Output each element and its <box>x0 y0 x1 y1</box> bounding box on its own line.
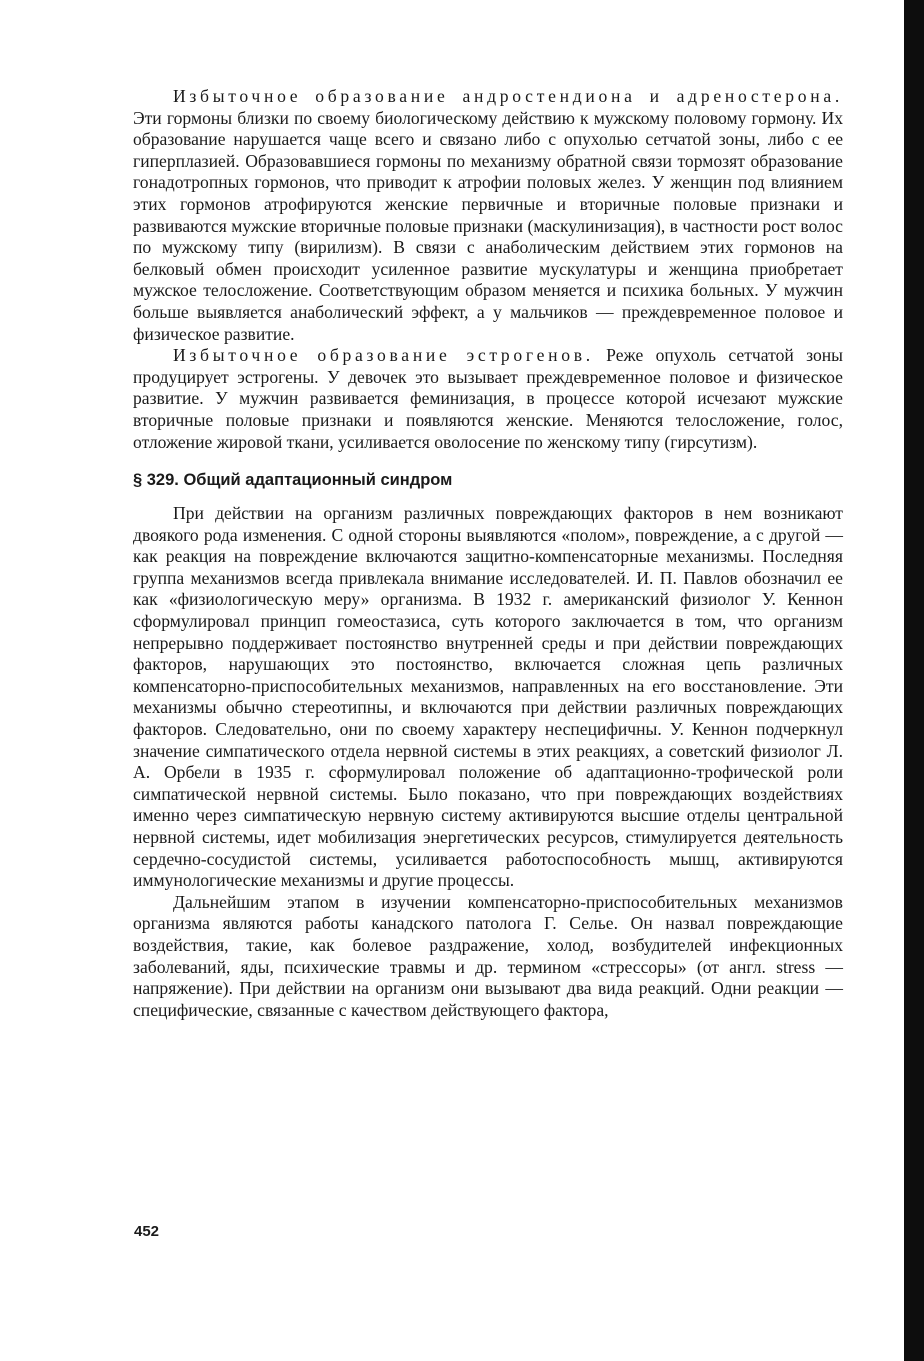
page-edge-shadow <box>904 0 924 1361</box>
section-heading: § 329. Общий адаптационный синдром <box>133 471 453 490</box>
paragraph-text: Эти гормоны близки по своему биологическому действию к мужскому половому гормону. Их образование нарушается чаще всего и связано либо с опухолью сетчатой зоны, либо с ее гиперплазией. Образовавшиеся гормоны по механизму обратной связи тормозят образование гонадотропных гормонов, что приводит к атрофии половых желез. У женщин под влиянием этих гормонов атрофируются женские первичные и вторичные половые признаки и развиваются мужские вторичные половые признаки (маскулинизация), в частности рост волос по мужскому типу (вирилизм). В связи с анаболическим действием этих гормонов на белковый обмен происходит усиленное развитие мускулатуры и женщина приобретает мужское телосложение. Соответствующим образом меняется и психика больных. У мужчин больше выявляется анаболический эффект, а у мальчиков — преждевременное половое и физическое развитие. <box>133 107 843 344</box>
paragraph-lead: Избыточное образование андростендиона и адреностерона. <box>173 86 843 106</box>
paragraph-body: Дальнейшим этапом в изучении компенсаторно-приспособительных механизмов организма являются работы канадского патолога Г. Селье. Он назвал повреждающие воздействия, такие, как болевое раздражение, холод, возбудителей инфекционных заболеваний, яды, психические травмы и др. термином «стрессоры» (от англ. stress — напряжение). При действии на организм они вызывают два вида реакций. Одни реакции — специфические, связанные с качеством действующего фактора, <box>133 891 843 1020</box>
paragraph-androstenedione <box>133 86 843 345</box>
paragraph-body: При действии на организм различных повреждающих факторов в нем возникают двоякого рода изменения. С одной стороны выявляются «полом», повреждение, а с другой — как реакция на повреждение включаются защитно-компенсаторные механизмы. Последняя группа механизмов всегда привлекала внимание исследователей. И. П. Павлов обозначил ее как «физиологическую меру» организма. В 1932 г. американский физиолог У. Кеннон сформулировал принцип гомеостазиса, суть которого заключается в том, что организм непрерывно поддерживает постоянство внутренней среды и при действии повреждающих факторов, нарушающих это постоянство, включается сложная цепь различных компенсаторно-приспособительных механизмов, направленных на его восстановление. Эти механизмы обычно стереотипны, и включаются при действии различных повреждающих факторов. Следовательно, они по своему характеру неспецифичны. У. Кеннон подчеркнул значение симпатического отдела нервной системы в этих реакциях, а советский физиолог Л. А. Орбели в 1935 г. сформулировал положение об адаптационно-трофической роли симпатической нервной системы. Было показано, что при повреждающих воздействиях именно через симпатическую нервную систему активируются высшие отделы центральной нервной системы, идет мобилизация энергетических ресурсов, стимулируется деятельность сердечно-сосудистой системы, усиливается работоспособность мышц, активируются иммунологические механизмы и другие процессы. <box>133 503 843 891</box>
paragraph-lead: Избыточное образование эстрогенов. <box>173 345 594 366</box>
paragraph-text: Реже опухоль сетчатой зоны продуцирует эстрогены. У девочек это вызывает преждевременное половое и физическое развитие. У мужчин развивается феминизация, в процессе которой исчезают мужские вторичные половые признаки и появляются женские. Меняются телосложение, голос, отложение жировой ткани, усиливается оволосение по женскому типу (гирсутизм). <box>133 345 843 452</box>
page-body <box>133 86 843 1021</box>
paragraph-estrogens <box>133 345 843 453</box>
page-number: 452 <box>134 1223 160 1240</box>
